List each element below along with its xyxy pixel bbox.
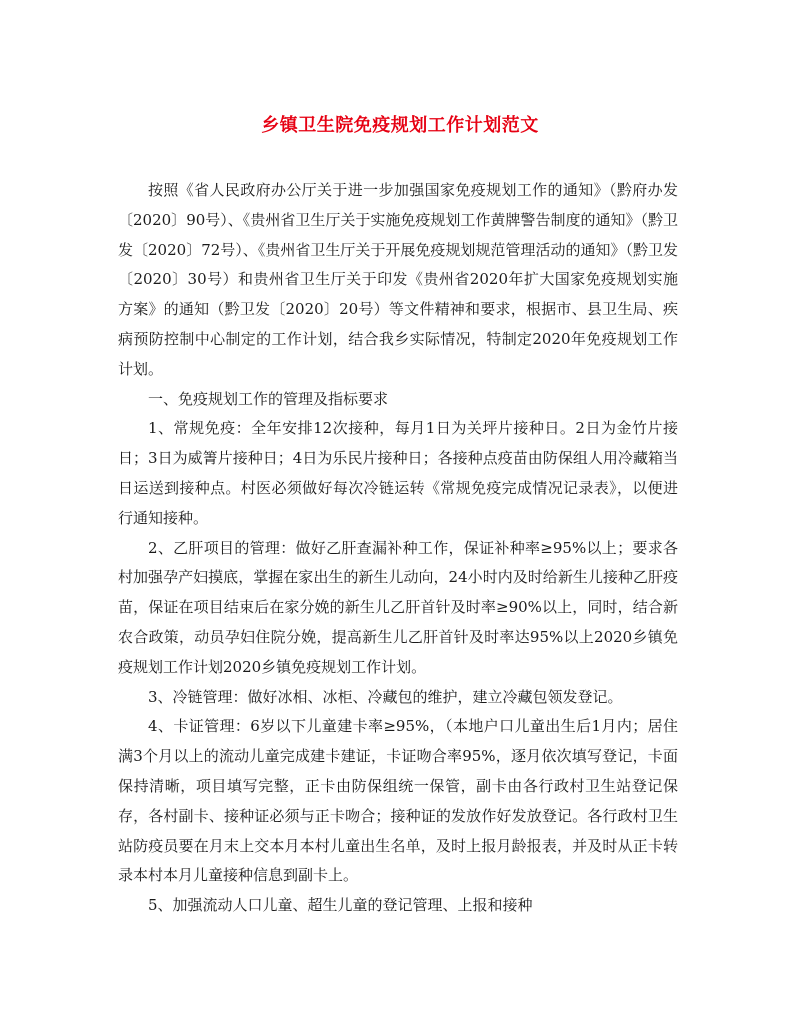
- document-body: [118, 176, 678, 921]
- routine-immunization-paragraph: 1、常规免疫：全年安排12次接种，每月1日为关坪片接种日。2日为金竹片接日；3日为威箐片接种日；4日为乐民片接种日；各接种点疫苗由防保组人用冷藏箱当日运送到接种点。村医必须做好每次冷链运转《常规免疫完成情况记录表》，以便进行通知接种。: [118, 419, 678, 527]
- cold-chain-paragraph: 3、冷链管理：做好冰相、冰柜、冷藏包的维护，建立冷藏包领发登记。: [148, 687, 623, 706]
- hepatitis-b-paragraph: 2、乙肝项目的管理：做好乙肝查漏补种工作，保证补种率≥95%以上；要求各村加强孕产妇摸底，掌握在家出生的新生儿动向，24小时内及时给新生儿接种乙肝疫苗，保证在项目结束后在家分娩的新生儿乙肝首针及时率≥90%以上，同时，结合新农合政策，动员孕妇住院分娩，提高新生儿乙肝首针及时率达95%以上2020乡镇免疫规划工作计划2020乡镇免疫规划工作计划。: [118, 538, 678, 676]
- section-heading: 一、免疫规划工作的管理及指标要求: [148, 389, 389, 408]
- document-title: 乡镇卫生院免疫规划工作计划范文: [261, 115, 539, 136]
- floating-population-paragraph: 5、加强流动人口儿童、超生儿童的登记管理、上报和接种: [148, 896, 533, 915]
- card-management-paragraph: 4、卡证管理：6岁以下儿童建卡率≥95%，（本地户口儿童出生后1月内；居住满3个月以上的流动儿童完成建卡建证，卡证吻合率95%，逐月依次填写登记，卡面保持清晰，项目填写完整，正卡由防保组统一保管，副卡由各行政村卫生站登记保存，各村副卡、接种证必须与正卡吻合；接种证的发放作好发放登记。各行政村卫生站防疫员要在月末上交本月本村儿童出生名单，及时上报月龄报表，并及时从正卡转录本村本月儿童接种信息到副卡上。: [118, 717, 678, 885]
- intro-paragraph: 按照《省人民政府办公厅关于进一步加强国家免疫规划工作的通知》（黔府办发〔2020〕90号）、《贵州省卫生厅关于实施免疫规划工作黄牌警告制度的通知》（黔卫发〔2020〕72号）、《贵州省卫生厅关于开展免疫规划规范管理活动的通知》（黔卫发〔2020〕30号）和贵州省卫生厅关于印发《贵州省2020年扩大国家免疫规划实施方案》的通知（黔卫发〔2020〕20号）等文件精神和要求，根据市、县卫生局、疾病预防控制中心制定的工作计划，结合我乡实际情况，特制定2020年免疫规划工作计划。: [118, 181, 678, 378]
